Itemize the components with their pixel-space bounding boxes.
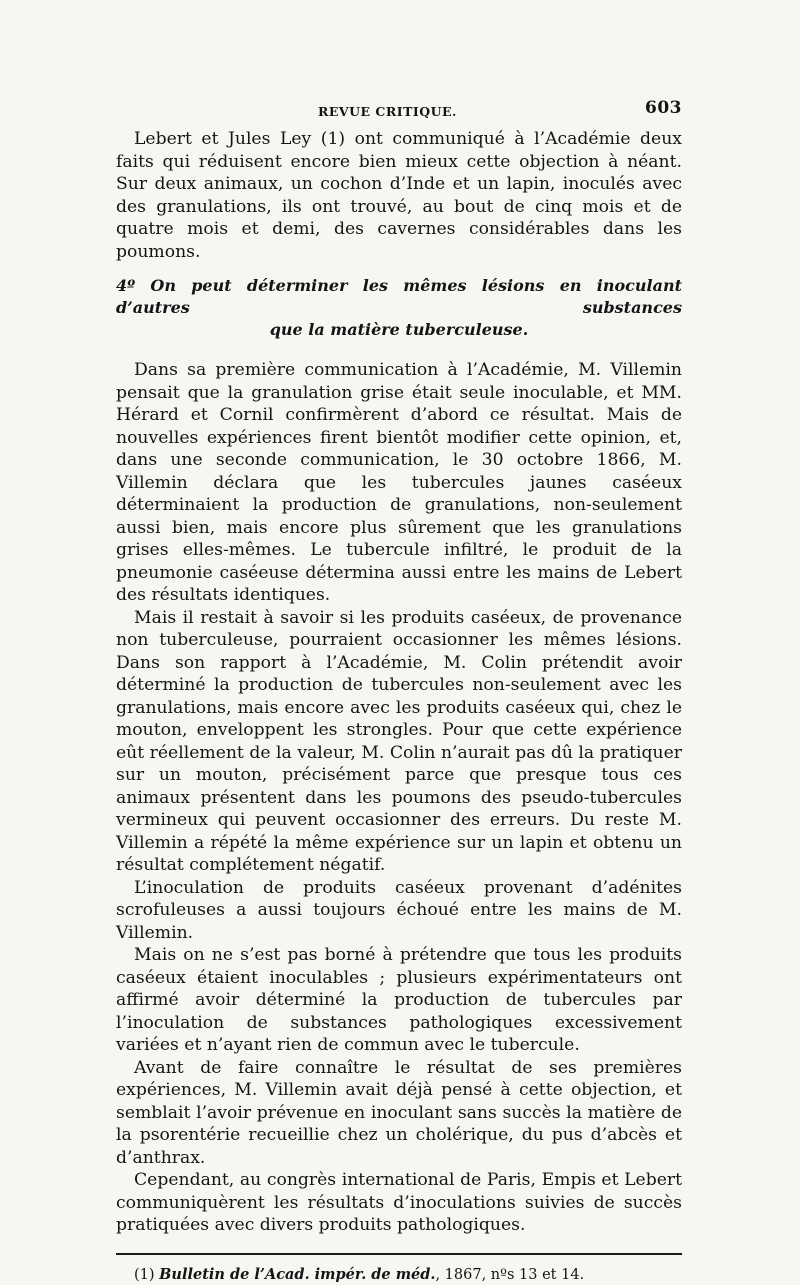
- footnote-details: , 1867, nºs 13 et 14.: [435, 1266, 585, 1283]
- paragraph-colin-report: Mais il restait à savoir si les produits caséeux, de provenance non tuberculeuse, pourraient occasionner les mêmes lésions. Dans son rapport à l’Académie, M. Colin prétendit avoir déterminé la production de tubercules non-seulement avec les granulations, mais encore avec les produits caséeux qui, chez le mouton, enveloppent les strongles. Pour que cette expérience eût réellement de la valeur, M. Colin n’aurait pas dû la pratiquer sur un mouton, précisément parce que presque tous ces animaux présentent dans les poumons des pseudo-tubercules vermineux qui peuvent occasionner des erreurs. Du reste M. Villemin a répété la même expérience sur un lapin et obtenu un résultat complétement négatif.: [116, 607, 682, 875]
- footnote-divider: [116, 1253, 682, 1255]
- page-number: 603: [645, 98, 682, 118]
- paragraph-villemin-first-communication: Dans sa première communication à l’Académie, M. Villemin pensait que la granulation grise était seule inoculable, et MM. Hérard et Cornil confirmèrent d’abord ce résultat. Mais de nouvelles expériences firent bientôt modifier cette opinion, et, dans une seconde communication, le 30 octobre 1866, M. Villemin déclara que les tubercules jaunes caséeux déterminaient la production de granulations, non-seulement aussi bien, mais encore plus sûrement que les granulations grises elles-mêmes. Le tubercule infiltré, le produit de la pneumonie caséeuse détermina aussi entre les mains de Lebert des résultats identiques.: [116, 360, 682, 605]
- paragraph-congress: Cependant, au congrès international de Paris, Empis et Lebert communiquèrent les résultats d’inoculations suivies de succès pratiquées avec divers produits pathologiques.: [116, 1170, 682, 1235]
- paragraph-objection: Avant de faire connaître le résultat de ses premières expériences, M. Villemin avait déjà pensé à cette objection, et semblait l’avoir prévenue en inoculant sans succès la matière de la psorentérie recueillie chez un cholérique, du pus d’abcès et d’anthrax.: [116, 1057, 682, 1168]
- section-heading: [116, 275, 682, 341]
- section-heading-line-1: 4º On peut déterminer les mêmes lésions en inoculant d’autres substances: [116, 276, 682, 317]
- paragraph-lebert-ley: Lebert et Jules Ley (1) ont communiqué à l’Académie deux faits qui réduisent encore bien mieux cette objection à néant. Sur deux animaux, un cochon d’Inde et un lapin, inoculés avec des granulations, ils ont trouvé, au bout de cinq mois et de quatre mois et demi, des cavernes considérables dans les poumons.: [116, 129, 682, 262]
- paragraph-experimenters: Mais on ne s’est pas borné à prétendre que tous les produits caséeux étaient inoculables ; plusieurs expérimentateurs ont affirmé avoir déterminé la production de tubercules par l’inoculation de substances pathologiques excessivement variées et n’ayant rien de commun avec le tubercule.: [116, 945, 682, 1055]
- footnote-marker: (1): [134, 1266, 155, 1283]
- footnote: [116, 1265, 682, 1285]
- running-title: REVUE CRITIQUE.: [318, 104, 457, 119]
- page-header: [116, 98, 682, 128]
- section-heading-line-2: que la matière tuberculeuse.: [269, 320, 529, 339]
- book-page: [116, 98, 682, 1285]
- footnote-source: Bulletin de l’Acad. impér. de méd.: [159, 1265, 436, 1283]
- paragraph-adenites: L’inoculation de produits caséeux provenant d’adénites scrofuleuses a aussi toujours échoué entre les mains de M. Villemin.: [116, 877, 682, 943]
